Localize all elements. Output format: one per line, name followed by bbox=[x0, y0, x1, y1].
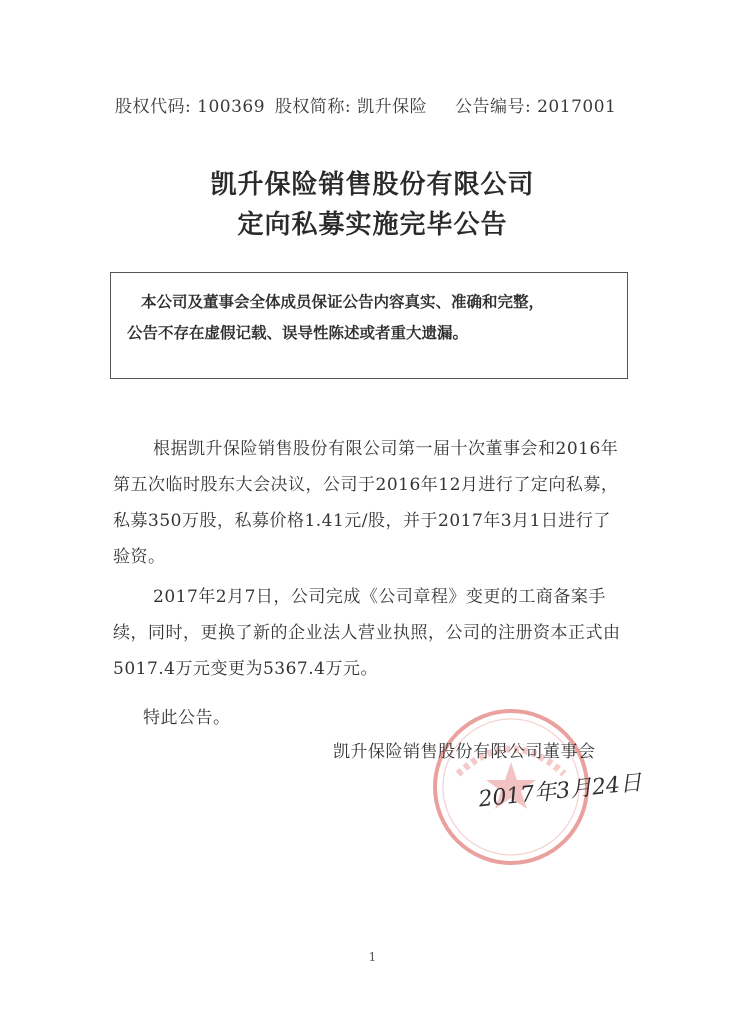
signature-date: 2017年3月24日 bbox=[477, 770, 644, 813]
stock-code: 股权代码: 100369 bbox=[115, 97, 266, 117]
company-title: 凯升保险销售股份有限公司 bbox=[210, 170, 535, 200]
stock-abbreviation: 股权简称: 凯升保险 bbox=[274, 97, 428, 117]
disclaimer-line-2: 公告不存在虚假记载、误导性陈述或者重大遗漏。 bbox=[127, 324, 469, 342]
body-paragraph-1: 根据凯升保险销售股份有限公司第一届十次董事会和2016年第五次临时股东大会决议，公司于2016年12月进行了定向私募，私募350万股，私募价格1.41元/股，并于2017年3月1日进行了验资。 bbox=[113, 439, 619, 567]
body-paragraph-2: 2017年2月7日，公司完成《公司章程》变更的工商备案手续，同时，更换了新的企业法人营业执照，公司的注册资本正式由5017.4万元变更为5367.4万元。 bbox=[113, 587, 621, 679]
disclaimer-box bbox=[110, 272, 628, 379]
notice-number: 公告编号: 2017001 bbox=[454, 97, 617, 117]
notice-title: 定向私募实施完毕公告 bbox=[237, 210, 508, 240]
signature-organization: 凯升保险销售股份有限公司董事会 bbox=[333, 742, 596, 762]
header-info bbox=[115, 92, 620, 117]
closing-remark: 特此公告。 bbox=[143, 708, 231, 728]
page-number: 1 bbox=[368, 950, 377, 964]
disclaimer-line-1: 本公司及董事会全体成员保证公告内容真实、准确和完整， bbox=[141, 293, 545, 311]
